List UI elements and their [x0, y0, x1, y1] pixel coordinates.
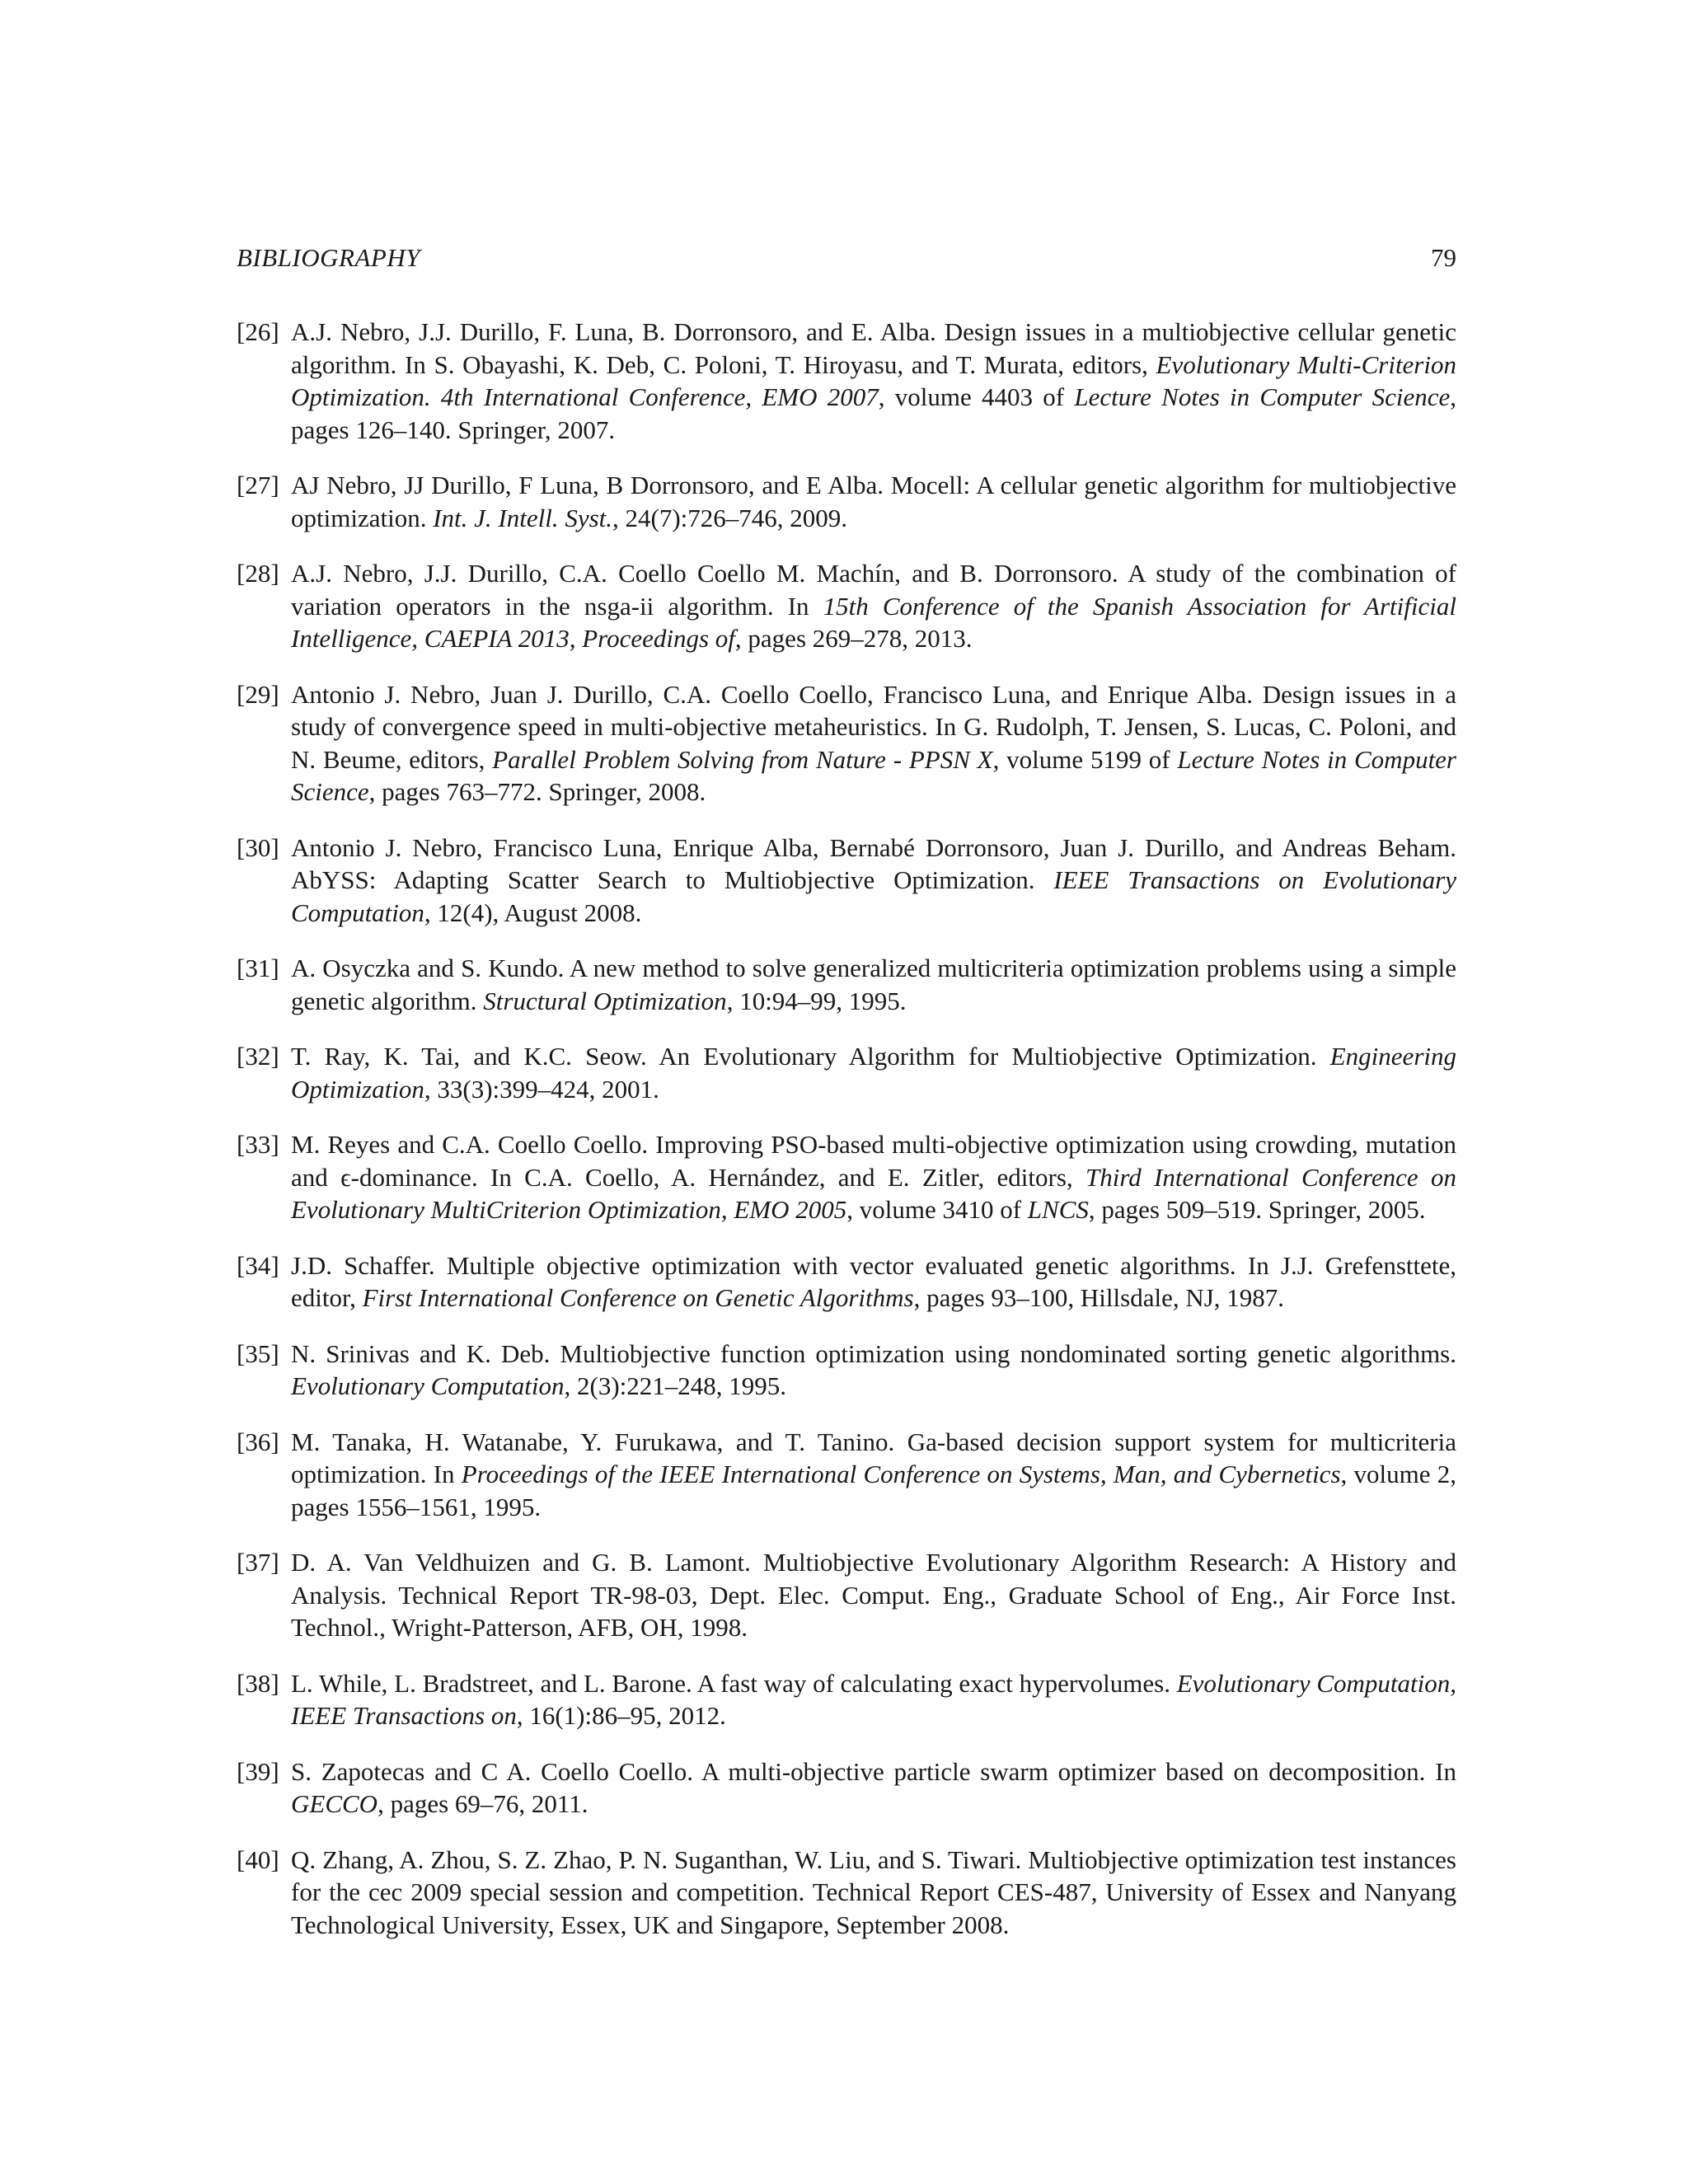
reference-italic-segment: Lecture Notes in Computer Science: [291, 744, 1457, 806]
reference-segment: AJ Nebro, JJ Durillo, F Luna, B Dorronsoro, and E Alba. Mocell: A cellular genetic algorithm for multiobjective optimization.: [291, 471, 1456, 532]
reference-segment: , pages 126–140. Springer, 2007.: [291, 382, 1457, 444]
reference-segment: , volume 5199 of: [992, 744, 1178, 774]
reference-segment: M. Reyes and C.A. Coello Coello. Improving PSO-based multi-objective optimization using crowding, mutation and ϵ-dominance. In C.A. Coello, A. Hernández, and E. Zitler, editors,: [291, 1130, 1456, 1192]
reference-entry: [237, 1426, 1456, 1524]
reference-segment: Antonio J. Nebro, Juan J. Durillo, C.A. Coello Coello, Francisco Luna, and Enrique Alba. Design issues in a study of convergence speed in multi-objective metaheuristics. In G. Rudolph, T. Jensen, S. Lucas, C. Poloni, and N. Beume, editors,: [291, 679, 1456, 774]
reference-entry: [237, 1546, 1456, 1644]
reference-segment: D. A. Van Veldhuizen and G. B. Lamont. Multiobjective Evolutionary Algorithm Research: A History and Analysis. Technical Report TR-98-03, Dept. Elec. Comput. Eng., Graduate School of Eng., Air Force Inst. Technol., Wright-Patterson, AFB, OH, 1998.: [291, 1548, 1456, 1642]
reference-segment: A.J. Nebro, J.J. Durillo, F. Luna, B. Dorronsoro, and E. Alba. Design issues in a multiobjective cellular genetic algorithm. In S. Obayashi, K. Deb, C. Poloni, T. Hiroyasu, and T. Murata, editors,: [291, 317, 1456, 379]
reference-text: [291, 1548, 1456, 1642]
reference-segment: J.D. Schaffer. Multiple objective optimization with vector evaluated genetic algorithms. In J.J. Grefensttete, editor,: [291, 1250, 1456, 1312]
reference-text: [291, 1339, 1456, 1401]
reference-entry: [237, 1249, 1456, 1315]
reference-segment: M. Tanaka, H. Watanabe, Y. Furukawa, and T. Tanino. Ga-based decision support system for multicriteria optimization. In: [291, 1427, 1456, 1488]
running-header: [237, 240, 1456, 276]
reference-segment: , 2(3):221–248, 1995.: [564, 1371, 787, 1400]
reference-italic-segment: Engineering Optimization: [291, 1042, 1456, 1104]
reference-segment: , 16(1):86–95, 2012.: [516, 1701, 726, 1730]
reference-label: [35]: [237, 1338, 279, 1368]
reference-text: [291, 1845, 1456, 1939]
reference-entry: [237, 1128, 1456, 1226]
bibliography-list: [237, 316, 1456, 1964]
reference-italic-segment: GECCO: [291, 1789, 378, 1818]
reference-italic-segment: LNCS: [1027, 1195, 1089, 1224]
reference-text: [291, 1042, 1456, 1104]
reference-italic-segment: Evolutionary Multi-Criterion Optimization. 4th International Conference, EMO 2007: [291, 349, 1456, 411]
reference-label: [34]: [237, 1250, 279, 1280]
reference-text: [291, 317, 1456, 444]
reference-text: [291, 954, 1456, 1015]
reference-entry: [237, 952, 1456, 1017]
reference-segment: A.J. Nebro, J.J. Durillo, C.A. Coello Coello M. Machín, and B. Dorronsoro. A study of the combination of variation operators in the nsga-ii algorithm. In: [291, 559, 1456, 621]
reference-entry: [237, 1040, 1456, 1105]
reference-label: [28]: [237, 559, 279, 588]
reference-entry: [237, 678, 1456, 808]
reference-entry: [237, 1338, 1456, 1403]
reference-text: [291, 833, 1456, 927]
reference-label: [39]: [237, 1756, 279, 1786]
reference-italic-segment: Int. J. Intell. Syst.: [433, 503, 613, 532]
page-number: 79: [1431, 243, 1456, 272]
reference-italic-segment: 15th Conference of the Spanish Association for Artificial Intelligence, CAEPIA 2013, Proceedings of: [291, 591, 1456, 653]
reference-entry: [237, 469, 1456, 534]
reference-segment: , volume 3410 of: [846, 1195, 1028, 1224]
reference-segment: , pages 269–278, 2013.: [734, 624, 973, 653]
reference-segment: A. Osyczka and S. Kundo. A new method to solve generalized multicriteria optimization problems using a simple genetic algorithm.: [291, 954, 1456, 1015]
reference-segment: , 12(4), August 2008.: [424, 898, 642, 927]
reference-label: [29]: [237, 679, 279, 709]
reference-label: [32]: [237, 1042, 279, 1071]
reference-entry: [237, 1844, 1456, 1942]
reference-segment: Q. Zhang, A. Zhou, S. Z. Zhao, P. N. Suganthan, W. Liu, and S. Tiwari. Multiobjective optimization test instances for the cec 2009 special session and competition. Technical Report CES-487, University of Essex and Nanyang Technological University, Essex, UK and Singapore, September 2008.: [291, 1844, 1456, 1939]
reference-entry: [237, 1667, 1456, 1732]
reference-segment: , pages 763–772. Springer, 2008.: [368, 777, 706, 806]
reference-segment: N. Srinivas and K. Deb. Multiobjective function optimization using nondominated sorting genetic algorithms.: [291, 1338, 1456, 1368]
reference-italic-segment: Third International Conference on Evolutionary MultiCriterion Optimization, EMO 2005: [291, 1162, 1457, 1224]
reference-label: [31]: [237, 954, 279, 982]
reference-entry: [237, 316, 1456, 446]
reference-label: [40]: [237, 1844, 279, 1874]
reference-label: [33]: [237, 1130, 279, 1159]
reference-text: [291, 471, 1456, 532]
reference-segment: , 10:94–99, 1995.: [726, 986, 907, 1015]
reference-label: [37]: [237, 1548, 279, 1577]
reference-segment: , volume 2, pages 1556–1561, 1995.: [291, 1460, 1456, 1521]
reference-segment: L. While, L. Bradstreet, and L. Barone. A fast way of calculating exact hypervolumes.: [291, 1668, 1177, 1698]
reference-italic-segment: First International Conference on Genetic Algorithms: [362, 1283, 914, 1312]
reference-italic-segment: IEEE Transactions on Evolutionary Computation: [291, 865, 1456, 927]
reference-text: [291, 1669, 1456, 1731]
reference-italic-segment: Lecture Notes in Computer Science: [1074, 382, 1451, 411]
reference-segment: Antonio J. Nebro, Francisco Luna, Enrique Alba, Bernabé Dorronsoro, Juan J. Durillo, and Andreas Beham. AbYSS: Adapting Scatter Search to Multiobjective Optimization.: [291, 832, 1456, 894]
reference-segment: , pages 69–76, 2011.: [377, 1789, 588, 1818]
reference-segment: , pages 93–100, Hillsdale, NJ, 1987.: [913, 1283, 1285, 1312]
reference-italic-segment: Structural Optimization: [483, 986, 727, 1015]
reference-label: [38]: [237, 1668, 279, 1698]
reference-text: [291, 680, 1456, 807]
reference-entry: [237, 557, 1456, 655]
reference-text: [291, 1427, 1456, 1521]
reference-italic-segment: Parallel Problem Solving from Nature - PPSN X: [492, 744, 993, 774]
reference-text: [291, 1130, 1456, 1224]
reference-label: [30]: [237, 832, 279, 862]
reference-label: [27]: [237, 471, 279, 499]
reference-segment: S. Zapotecas and C A. Coello Coello. A multi-objective particle swarm optimizer based on decomposition. In: [291, 1756, 1456, 1786]
reference-italic-segment: Evolutionary Computation, IEEE Transactions on: [291, 1668, 1456, 1730]
reference-segment: , volume 4403 of: [878, 382, 1075, 411]
reference-text: [291, 559, 1456, 653]
reference-entry: [237, 1755, 1456, 1821]
reference-label: [26]: [237, 317, 279, 346]
reference-segment: , 24(7):726–746, 2009.: [612, 503, 848, 532]
reference-text: [291, 1251, 1456, 1313]
reference-segment: , 33(3):399–424, 2001.: [424, 1074, 659, 1104]
reference-label: [36]: [237, 1427, 279, 1456]
reference-segment: T. Ray, K. Tai, and K.C. Seow. An Evolutionary Algorithm for Multiobjective Optimization.: [291, 1042, 1330, 1071]
reference-entry: [237, 832, 1456, 930]
reference-italic-segment: Evolutionary Computation: [291, 1371, 565, 1400]
reference-italic-segment: Proceedings of the IEEE International Conference on Systems, Man, and Cybernetics: [461, 1460, 1341, 1488]
running-header-title: BIBLIOGRAPHY: [237, 243, 420, 272]
reference-text: [291, 1757, 1456, 1819]
reference-segment: , pages 509–519. Springer, 2005.: [1088, 1195, 1426, 1224]
